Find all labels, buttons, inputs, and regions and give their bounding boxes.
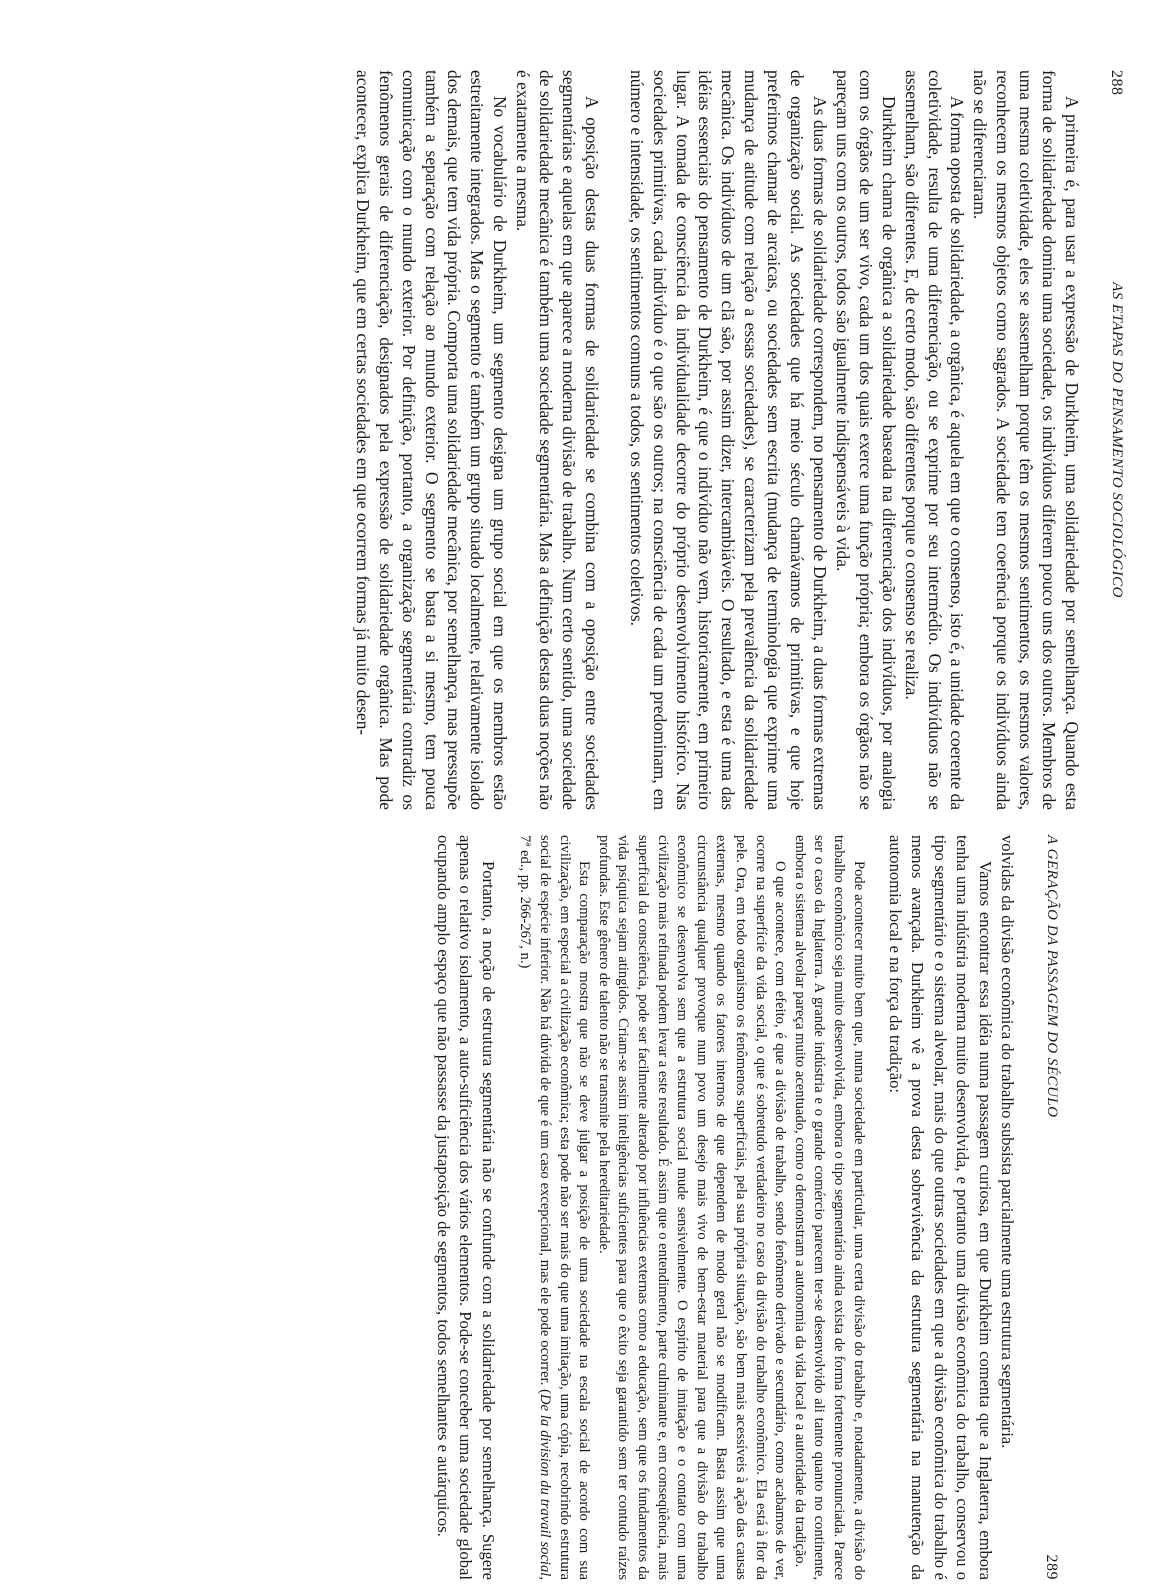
paragraph: A forma oposta de solidariedade, a orgânica, é aquela em que o consenso, isto é, a unidade coerente da coletividade, resulta de uma diferenciação, ou se exprime por seu intermédio. Os indivíduos não se assemelham, são diferentes. E, de certo modo, são diferentes porque o consenso se realiza. — [901, 70, 968, 810]
page-body — [351, 70, 1083, 810]
paragraph: Portanto, a noção de estrutura segmentária não se confunde com a solidariedade por semelhança. Sugere apenas o relativo isolamento, a auto-suficiência dos vários elementos. Pode-se conceber uma sociedade global ocupando amplo espaço que não passasse da justaposição de segmentos, todos semelhantes e autárquicos. — [434, 835, 498, 1580]
page-number: 288 — [1108, 70, 1125, 96]
block-quote — [515, 835, 868, 1580]
citation-details: 7ª ed., pp. 266-267, n.) — [517, 835, 534, 969]
paragraph: As duas formas de solidariedade correspondem, no pensamento de Durkheim, a duas formas extremas de organização social. As sociedades que há meio século chamávamos de primitivas, e que hoje preferimos chamar de arcaicas, ou sociedades sem escrita (mudança de terminologia que exprime uma mudança de atitude com relação a essas sociedades), se caracterizam pela prevalência da solidariedade mecânica. Os indivíduos de um clã são, por assim dizer, intercambiáveis. O resultado, e esta é uma das idéias essenciais do pensamento de Durkheim, é que o indivíduo não vem, historicamente, em primeiro lugar. A tomada de consciência da individualidade decorre do próprio desenvolvimento histórico. Nas sociedades primitivas, cada indivíduo é o que são os outros; na consciência de cada um predominam, em número e intensidade, os sentimentos comuns a todos, os sentimentos coletivos. — [626, 70, 831, 810]
running-header — [1099, 70, 1125, 810]
quote-paragraph-with-citation — [515, 835, 593, 1580]
paragraph: A oposição destas duas formas de solidariedade se combina com a oposição entre sociedades segmentárias e aquelas em que aparece a moderna divisão de trabalho. Num certo sentido, uma sociedade de solidariedade mecânica é também uma sociedade segmentária. Mas a definição destas duas noções não é exatamente a mesma. — [513, 70, 602, 810]
page-289 — [420, 835, 1060, 1580]
quote-paragraph: O que acontece, com efeito, é que a divisão de trabalho, sendo fenômeno derivado e secundário, como acabamos de ver, ocorre na superfície da vida social, o que é sobretudo verdadeiro no caso da divisão do trabalho econômico. Ela está à flor da pele. Ora, em todo organismo os fenômenos superficiais, pela sua própria situação, são bem mais acessíveis à ação das causas externas, mesmo quando os fatores internos de que dependem de modo geral não se modificam. Basta assim que uma circunstância qualquer provoque num povo um desejo mais vivo de bem-estar material para que a divisão do trabalho econômico se desenvolva sem que a estrutura social mude sensivelmente. O espírito de imitação e o contato com uma civilização mais refinada podem levar a este resultado. É assim que o entendimento, parte culminante e, em conseqüência, mais superficial da consciência, pode ser facilmente alterado por influências externas como a educação, sem que os fundamentos da vida psíquica sejam atingidos. Criam-se assim inteligências suficientes para que o êxito seja garantido sem ter contudo raízes profundas. Este gênero de talento não se transmite pela hereditariedade. — [595, 835, 789, 1580]
quote-paragraph: Pode acontecer muito bem que, numa sociedade em particular, uma certa divisão do trabalho e, notadamente, a divisão do trabalho econômico seja muito desenvolvida, embora o tipo segmentário ainda exista de forma fortemente pronunciada. Parece ser o caso da Inglaterra. A grande indústria e o grande comércio parecem ter-se desenvolvido ali tanto quanto no continente, embora o sistema alveolar pareça muito acentuado, como o demonstram a autonomia da vida local e a autoridade da tradição. — [791, 835, 867, 1580]
paragraph: Durkheim chama de orgânica a solidariedade baseada na diferenciação dos indivíduos, por analogia com os órgãos de um ser vivo, cada um dos quais exerce uma função própria; embora os órgãos não se pareçam uns com os outros, todos são igualmente indispensáveis à vida. — [832, 70, 899, 810]
running-head-title: AS ETAPAS DO PENSAMENTO SOCIOLÓGICO — [1109, 282, 1125, 598]
citation-open: ( — [537, 1389, 554, 1395]
running-header — [1034, 835, 1060, 1580]
page-288 — [352, 70, 1125, 810]
paragraph: volvidas da divisão econômica do trabalho subsista parcialmente uma estrutura segmentária. — [998, 835, 1017, 1449]
paragraph: Vamos encontrar essa idéia numa passagem curiosa, em que Durkheim comenta que a Inglaterra, embora tenha uma indústria moderna muito desenvolvida, e portanto uma divisão econômica do trabalho, conservou o tipo segmentário e o sistema alveolar, mais do que outras sociedades em que a divisão econômica do trabalho é menos avançada. Durkheim vê a prova desta sobrevivência da estrutura segmentária na manutenção da autonomia local e na força da tradição: — [885, 835, 995, 1580]
page-number: 289 — [1043, 1554, 1060, 1580]
paragraph: A primeira é, para usar a expressão de Durkheim, uma solidariedade por semelhança. Quando esta forma de solidariedade domina uma sociedade, os indivíduos diferem pouco uns dos outros. Membros de uma mesma coletividade, eles se assemelham porque têm os mesmos sentimentos, os mesmos valores, reconhecem os mesmos objetos como sagrados. A sociedade tem coerência porque os indivíduos ainda não se diferenciaram. — [970, 70, 1082, 810]
paragraph: No vocabulário de Durkheim, um segmento designa um grupo social em que os membros estão estreitamente integrados. Mas o segmento é também um grupo situado localmente, relativamente isolado dos demais, que tem vida própria. Comporta uma solidariedade mecânica, por semelhança, mas pressupõe também a separação com relação ao mundo exterior. O segmento se basta a si mesmo, tem pouca comunicação com o mundo exterior. Por definição, portanto, a organização segmentária contradiz os fenômenos gerais de diferenciação, designados pela expressão de solidariedade orgânica. Mas pode acontecer, explica Durkheim, que em certas sociedades em que ocorrem formas já muito desen- — [352, 70, 511, 810]
citation-title: De la division du travail social, — [537, 1394, 554, 1580]
page-body — [432, 835, 1018, 1580]
running-head-title: A GERAÇÃO DA PASSAGEM DO SÉCULO — [1044, 835, 1060, 1118]
quote-text: Esta comparação mostra que não se deve julgar a posição de uma sociedade na escala social de acordo com sua civilização, em especial a civilização econômica; esta pode não ser mais do que uma imitação, uma cópia, recobrindo estrutura social de espécie inferior. Não há dúvida de que é um caso excepcional, mas ele pode ocorrer. — [537, 835, 593, 1580]
